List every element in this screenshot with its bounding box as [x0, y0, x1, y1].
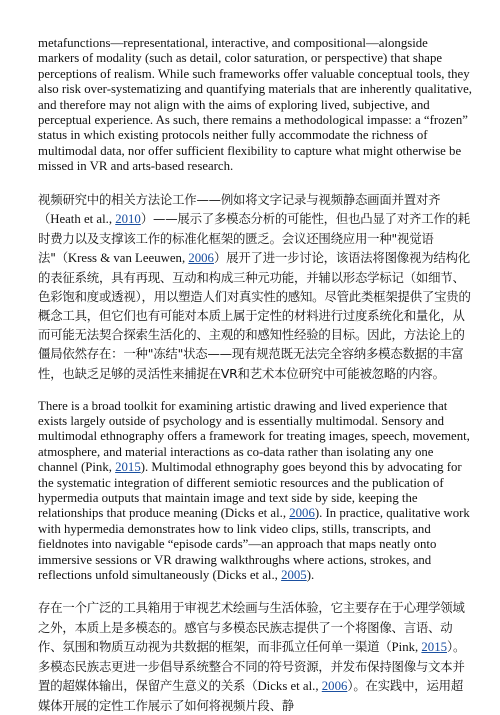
citation-dicks-author: Dicks et al.,: [257, 678, 322, 693]
paragraph-zh-2-text-c: ）。在实践中，运用超媒体开展的定性工作展示了如何将视频片段、静: [38, 677, 464, 713]
citation-kress-2006-link[interactable]: 2006: [188, 250, 214, 265]
paragraph-zh-2-text-a: 存在一个广泛的工具箱用于审视艺术绘画与生活体验，它主要存在于心理学领域之外，本质上是多模态的。感官与多模态民族志提供了一个将图像、言语、动作、氛围和物质互动视为共数据的框架，而非孤立任何单一渠道（: [38, 600, 465, 654]
citation-kress-author: Kress & van Leeuwen,: [67, 250, 189, 265]
citation-dicks-2005-link[interactable]: 2005: [281, 568, 307, 583]
document-page: [38, 36, 472, 715]
paragraph-en-2-text-d: ).: [306, 568, 315, 583]
paragraph-zh-1-text-a: 视频研究中的相关方法论工作——例如将文字记录与视频静态画面并置对齐（: [38, 191, 441, 226]
paragraph-en-1: metafunctions—representational, interactive, and compositional—alongside markers of modality (such as detail, color saturation, or perspective) that shape perceptions of realism. While such frameworks offer valuable conceptual tools, they also risk over-systematizing and quantifying materials that are inherently qualitative, and therefore may not align with the aims of exploring lived, subjective, and perceptual experience. As such, there remains a methodological impasse: a “frozen” status in which existing protocols neither fully accommodate the richness of multimodal data, nor offer sufficient flexibility to capture what might otherwise be missed in VR and arts-based research.: [38, 36, 472, 174]
paragraph-zh-1-text-c: ）展开了进一步讨论，该语法将图像视为结构化的表征系统，具有再现、互动和构成三种元功能，并辅以形态学标记（如细节、色彩饱和度或透视），用以塑造人们对真实性的感知。尽管此类框架提供了宝贵的概念工具，但它们也有可能对本质上属于定性的材料进行过度系统化和量化，从而可能无法契合探索生活化的、主观的和感知性经验的目标。因此，方法论上的僵局依然存在：一种"冻结"状态——现有规范既无法完全容纳多模态数据的丰富性，也缺乏足够的灵活性来捕捉在VR和艺术本位研究中可能被忽略的内容。: [38, 249, 471, 381]
citation-pink-2015-link[interactable]: 2015: [115, 460, 141, 475]
paragraph-zh-2-text-b: ）。多模态民族志更进一步倡导系统整合不同的符号资源，并发布保持图像与文本并置的超媒体输出，保留产生意义的关系（: [38, 638, 466, 693]
citation-heath-2010-link[interactable]: 2010: [115, 211, 141, 226]
citation-dicks-2006-link[interactable]: 2006: [289, 506, 315, 521]
citation-dicks-2006-zh-link[interactable]: 2006: [321, 678, 348, 693]
paragraph-en-2-text-b: ). Multimodal ethnography goes beyond this by advocating for the systematic integration of different semiotic resources and the publication of hypermedia outputs that maintain image and text side by side, keeping the relationships that produce meaning (Dicks et al.,: [38, 460, 462, 521]
paragraph-zh-1: [38, 190, 472, 383]
citation-heath-author: Heath et al.,: [50, 211, 116, 226]
paragraph-en-2: [38, 399, 472, 584]
paragraph-zh-1-text-b: ）——展示了多模态分析的可能性，但也凸显了对齐工作的耗时费力以及支撑该工作的标准化框架的匮乏。会议还围绕应用一种"视觉语法"（: [38, 210, 470, 265]
citation-pink-author: Pink,: [391, 639, 422, 654]
citation-pink-2015-zh-link[interactable]: 2015: [421, 639, 447, 654]
paragraph-zh-2: [38, 598, 472, 715]
paragraph-en-2-text-c: ). In practice, qualitative work with hypermedia demonstrates how to link video clips, stills, transcripts, and fieldnotes into navigable “episode cards”—an approach that maps neatly onto immersive sessions or VR drawing walkthroughs where actions, strokes, and reflections unfold simultaneously (Dicks et al.,: [38, 506, 470, 583]
paragraph-en-2-text-a: There is a broad toolkit for examining artistic drawing and lived experience that exists largely outside of psychology and is essentially multimodal. Sensory and multimodal ethnography offers a framework for treating images, speech, movement, atmosphere, and material interactions as co-data rather than isolating any one channel (Pink,: [38, 398, 470, 475]
